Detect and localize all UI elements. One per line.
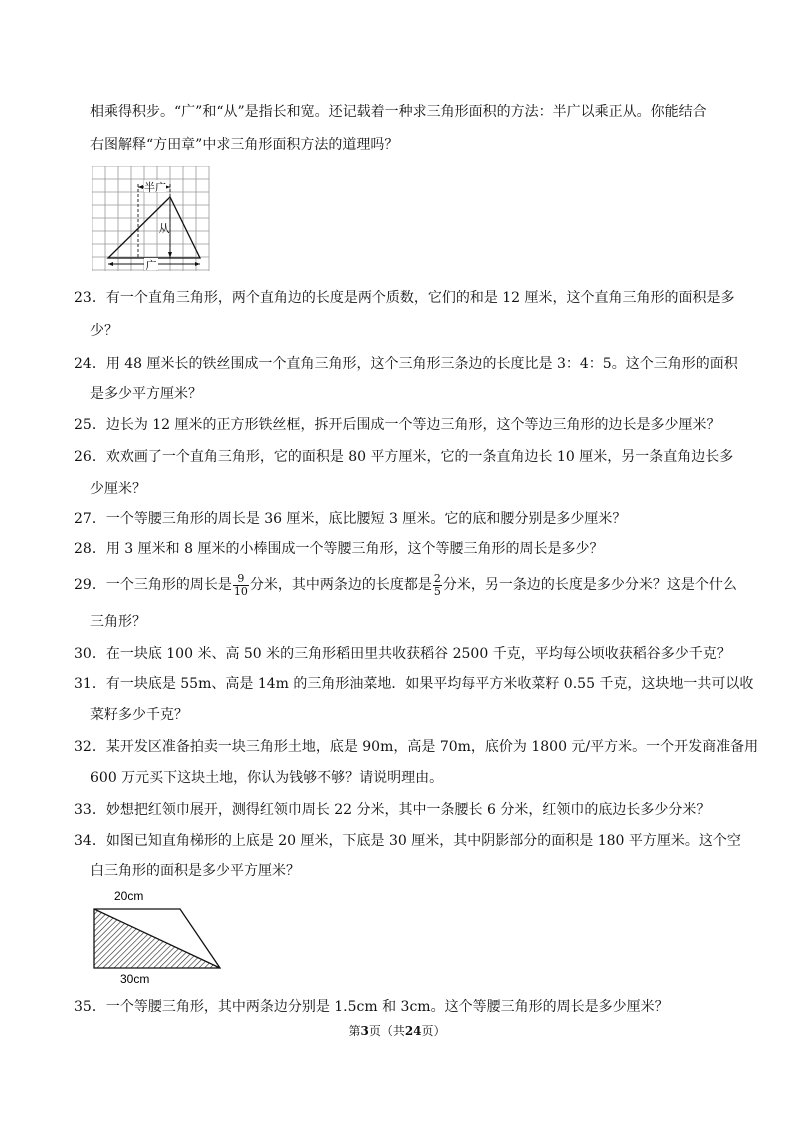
q23-line-1	[74, 288, 735, 308]
q30-text: 在一块底 100 米、高 50 米的三角形稻田里共收获稻谷 2500 千克，平均每公顷收获稻谷多少千克？	[105, 646, 731, 662]
half-width-label: 半广	[144, 181, 166, 194]
q25-text: 边长为 12 厘米的正方形铁丝框，拆开后围成一个等边三角形，这个等边三角形的边长是多少厘米？	[105, 417, 721, 433]
bottom-base-label: 30cm	[120, 972, 150, 986]
q26-text: 欢欢画了一个直角三角形，它的面积是 80 平方厘米，它的一条直角边长 10 厘米，另一条直角边长多	[105, 449, 734, 465]
q29-number: 29．	[74, 577, 106, 593]
q32-number: 32．	[74, 739, 106, 755]
q34-line-2: 白三角形的面积是多少平方厘米？	[90, 863, 300, 879]
q24-number: 24．	[74, 356, 106, 372]
q30-line-1	[74, 644, 731, 664]
q33-line-1	[74, 800, 710, 820]
q27-number: 27．	[74, 511, 106, 527]
q29-part2: 分米，其中两条边的长度都是	[249, 577, 432, 593]
q32-text: 某开发区准备拍卖一块三角形土地，底是 90m，高是 70m，底价为 1800 元/平方米。一个开发商准备用	[105, 739, 759, 755]
total-pages: 24	[404, 1024, 422, 1038]
q25-number: 25．	[74, 417, 106, 433]
fraction-nine-tenths: $\frac{9}{10}$	[233, 571, 248, 598]
current-page: 3	[360, 1024, 369, 1038]
q32-line-1	[74, 737, 758, 757]
triangle-grid-figure	[92, 166, 218, 274]
q32-line-2: 600 万元买下这块土地，你认为钱够不够？请说明理由。	[90, 770, 444, 786]
intro-line-1: 相乘得积步。“广”和“从”是指长和宽。还记载着一种求三角形面积的方法：半广以乘正从。你能结合	[90, 104, 707, 120]
q24-line-1	[74, 354, 738, 374]
q29-part3: 分米，另一条边的长度是多少分米？这是个什么	[442, 577, 737, 593]
q26-line-1	[74, 447, 733, 467]
q26-number: 26．	[74, 449, 106, 465]
q31-number: 31．	[74, 676, 106, 692]
top-base-label: 20cm	[114, 889, 144, 903]
q23-number: 23．	[74, 290, 106, 306]
q31-line-1	[74, 674, 753, 694]
q23-line-2: 少？	[90, 323, 118, 339]
q23-text: 有一个直角三角形，两个直角边的长度是两个质数，它们的和是 12 厘米，这个直角三角形的面积是多	[105, 290, 735, 306]
trapezoid-figure	[88, 886, 228, 986]
q29-line-2: 三角形？	[90, 614, 146, 630]
q31-text: 有一块底是 55m、高是 14m 的三角形油菜地．如果平均每平方米收菜籽 0.55 千克，这块地一共可以收	[105, 676, 754, 692]
q28-number: 28．	[74, 541, 106, 557]
q24-line-2: 是多少平方厘米？	[90, 386, 202, 402]
q27-line-1	[74, 509, 626, 529]
q26-line-2: 少厘米？	[90, 481, 146, 497]
q24-text: 用 48 厘米长的铁丝围成一个直角三角形，这个三角形三条边的长度比是 3：4：5。这个三角形的面积	[105, 356, 738, 372]
q28-line-1	[74, 539, 603, 559]
width-label: 广	[145, 259, 157, 272]
q25-line-1	[74, 415, 721, 435]
fraction-two-fifths: $\frac{2}{5}$	[433, 571, 441, 598]
page-footer: 第3页（共24页）	[348, 1024, 446, 1038]
intro-line-2: 右图解释“方田章”中求三角形面积方法的道理吗？	[90, 137, 399, 153]
q29-part1: 一个三角形的周长是	[105, 577, 232, 593]
q33-number: 33．	[74, 802, 106, 818]
q34-number: 34．	[74, 833, 106, 849]
q35-text: 一个等腰三角形，其中两条边分别是 1.5cm 和 3cm。这个等腰三角形的周长是多少厘米？	[105, 999, 669, 1015]
q34-text: 如图已知直角梯形的上底是 20 厘米，下底是 30 厘米，其中阴影部分的面积是 180 平方厘米。这个空	[105, 833, 741, 849]
q35-number: 35．	[74, 999, 106, 1015]
q29-line-1	[74, 572, 737, 598]
q34-line-1	[74, 831, 741, 851]
q27-text: 一个等腰三角形的周长是 36 厘米，底比腰短 3 厘米。它的底和腰分别是多少厘米？	[105, 511, 627, 527]
q28-text: 用 3 厘米和 8 厘米的小棒围成一个等腰三角形，这个等腰三角形的周长是多少？	[105, 541, 604, 557]
q35-line-1	[74, 997, 669, 1017]
height-label: 从	[158, 222, 170, 235]
triangle-shape	[108, 197, 200, 258]
q33-text: 妙想把红领巾展开，测得红领巾周长 22 分米，其中一条腰长 6 分米，红领巾的底边长多少分米？	[105, 802, 711, 818]
q30-number: 30．	[74, 646, 106, 662]
q31-line-2: 菜籽多少千克？	[90, 707, 188, 723]
